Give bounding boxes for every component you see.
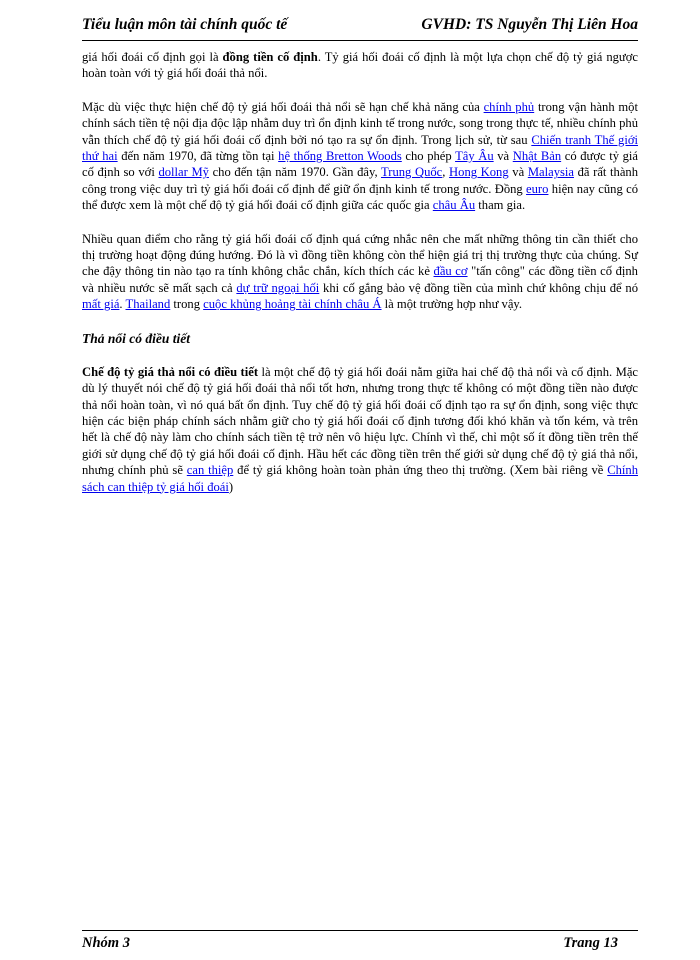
link-du-tru-ngoai-hoi[interactable]: dự trữ ngoại hối [236,280,320,295]
link-trung-quoc[interactable]: Trung Quốc [381,165,443,180]
paragraph-1 [82,49,638,82]
text: cho đến tận năm 1970. Gần đây, [208,165,382,180]
text: đã rất thành công trong việc duy trì tỷ giá hối đoái cố định để giữ ổn định kinh tế trong nước. Đồng [82,165,639,196]
text: ) [228,479,234,494]
text: trong vận hành một chính sách tiền tệ nội địa độc lập nhằm duy trì ổn định kinh tế trong nước, song trong thực tế, nhiều chính phủ vẫn thích chế độ tỷ giá hối đoái cố định bởi nó tạo ra sự ổn định. Trong lịch sử, từ sau [82,99,638,147]
link-nhat-ban[interactable]: Nhật Bản [512,149,562,164]
text: . Tỷ giá hối đoái cố định là một lựa chọn chế độ tỷ giá ngược hoàn toàn với tỷ giá hối đoái thả nổi. [82,50,638,81]
paragraph-4 [82,364,638,495]
text: là một trường hợp như vậy. [381,297,523,312]
text: và [493,149,513,164]
text: . [119,297,126,312]
text: trong [170,297,204,312]
link-chau-au[interactable]: châu Âu [432,198,476,213]
section-heading: Thả nổi có điều tiết [82,330,190,346]
document-body [82,49,638,512]
link-chinh-sach-can-thiep[interactable]: Chính sách can thiệp tỷ giá hối đoái [82,463,639,494]
link-tay-au[interactable]: Tây Âu [455,149,494,164]
link-chien-tranh-the-gioi-thu-hai[interactable]: Chiến tranh Thế giới thứ hai [82,132,638,164]
text: Nhiều quan điểm cho rằng tỷ giá hối đoái cố định quá cứng nhắc nên che mất những thông tin cần thiết cho thị trường hoạt động đúng hướng. Đó là vì đồng tiền không còn thể hiện giá trị thị trường thực của chúng. Sự che đậy thông tin nào tạo ra tính không chắc chắn, kích thích các kẻ [82,231,638,279]
paragraph-3 [82,231,638,313]
page-number: Trang 13 [563,935,618,951]
link-dau-co[interactable]: đầu cơ [433,264,468,279]
link-malaysia[interactable]: Malaysia [527,165,574,180]
text: Mặc dù việc thực hiện chế độ tỷ giá hối đoái thả nổi sẽ hạn chế khả năng của [82,99,484,114]
text: giá hối đoái cố định gọi là [82,50,223,64]
link-bretton-woods[interactable]: hệ thống Bretton Woods [278,149,402,164]
page-header [82,14,638,41]
text: và [508,165,528,180]
page-footer [82,930,638,957]
bold-term: Chế độ tỷ giá thả nổi có điều tiết [82,364,259,379]
text: tham gia. [475,198,526,213]
text: có được tỷ giá cố định so với [82,149,638,180]
link-thailand[interactable]: Thailand [125,297,171,312]
text: đến năm 1970, đã từng tồn tại [117,149,279,164]
text: "tấn công" các đồng tiền cố định và nhiều nước sẽ mất sạch cả [82,264,638,295]
text: khi cố gắng bảo vệ đồng tiền của mình chứ không chịu để nó [319,280,638,295]
footer-group: Nhóm 3 [82,935,130,951]
text: hiện nay cũng có thể được xem là một chế độ tỷ giá hối đoái cố định giữa các quốc gia [82,181,638,213]
link-dollar-my[interactable]: dollar Mỹ [158,165,209,180]
link-euro[interactable]: euro [526,181,549,196]
text: để tỷ giá không hoàn toàn phản ứng theo thị trường. (Xem bài riêng về [233,463,608,478]
link-can-thiep[interactable]: can thiệp [186,463,234,478]
bold-term: đồng tiền cố định [222,50,318,64]
header-instructor: GVHD: TS Nguyễn Thị Liên Hoa [421,16,638,33]
text: , [442,165,450,180]
link-chinh-phu[interactable]: chính phủ [483,99,535,114]
paragraph-2 [82,99,638,214]
link-hong-kong[interactable]: Hong Kong [449,165,509,180]
header-title: Tiểu luận môn tài chính quốc tế [82,16,288,33]
text: là một chế độ tỷ giá hối đoái nằm giữa hai chế độ thả nổi và cố định. Mặc dù lý thuyết nói chế độ tỷ giá hối đoái thả nổi tốt hơn, nhưng trong thực tế không có một đồng tiền nào được thả nổi hoàn toàn, vì nó quá bất ổn định. Tuy chế độ tỷ giá hối đoái cố định tạo ra sự ổn định, song việc thực hiện các biện pháp chính sách nhằm giữ cho tỷ giá hối đoái cố định tương đối khó khăn và tốn kém, và trên hết là chế độ này làm cho chính sách tiền tệ trở nên vô hiệu lực. Chính vì thế, chỉ một số ít đồng tiền trên thế giới sử dụng chế độ tỷ giá hối đoái cố định. Hầu hết các đồng tiền trên thế giới sử dụng chế độ tỷ giá thả nổi, nhưng chính phủ sẽ [82,364,638,478]
text: cho phép [401,149,456,164]
link-khung-hoang-chau-a[interactable]: cuộc khủng hoảng tài chính châu Á [203,297,382,312]
link-mat-gia[interactable]: mất giá [82,297,120,312]
